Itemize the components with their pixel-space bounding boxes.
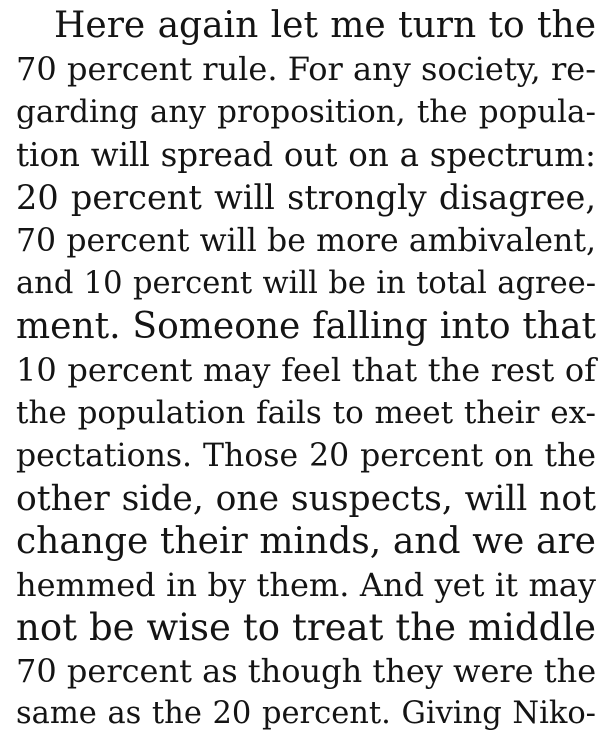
text-line-17: same as the 20 percent. Giving Niko- (16, 696, 596, 731)
text-line-7: and 10 percent will be in total agree- (16, 266, 596, 301)
text-line-12: other side, one suspects, will not (16, 479, 596, 519)
text-line-11: pectations. Those 20 percent on the (16, 438, 596, 474)
text-line-9: 10 percent may feel that the rest of (16, 351, 596, 389)
text-line-15: not be wise to treat the middle (16, 606, 596, 649)
text-line-16: 70 percent as though they were the (16, 652, 597, 690)
text-line-8: ment. Someone falling into that (16, 306, 596, 347)
text-line-5: 20 percent will strongly disagree, (16, 178, 596, 217)
text-line-3: garding any proposition, the popula- (16, 94, 596, 130)
text-line-6: 70 percent will be more ambivalent, (16, 223, 596, 259)
text-line-14: hemmed in by them. And yet it may (16, 566, 596, 604)
text-line-4: tion will spread out on a spectrum: (16, 136, 596, 174)
text-line-13: change their minds, and we are (16, 521, 596, 562)
text-line-10: the population fails to meet their ex- (16, 395, 596, 431)
text-line-2: 70 percent rule. For any society, re- (16, 50, 596, 88)
text-line-1: Here again let me turn to the (54, 5, 596, 46)
